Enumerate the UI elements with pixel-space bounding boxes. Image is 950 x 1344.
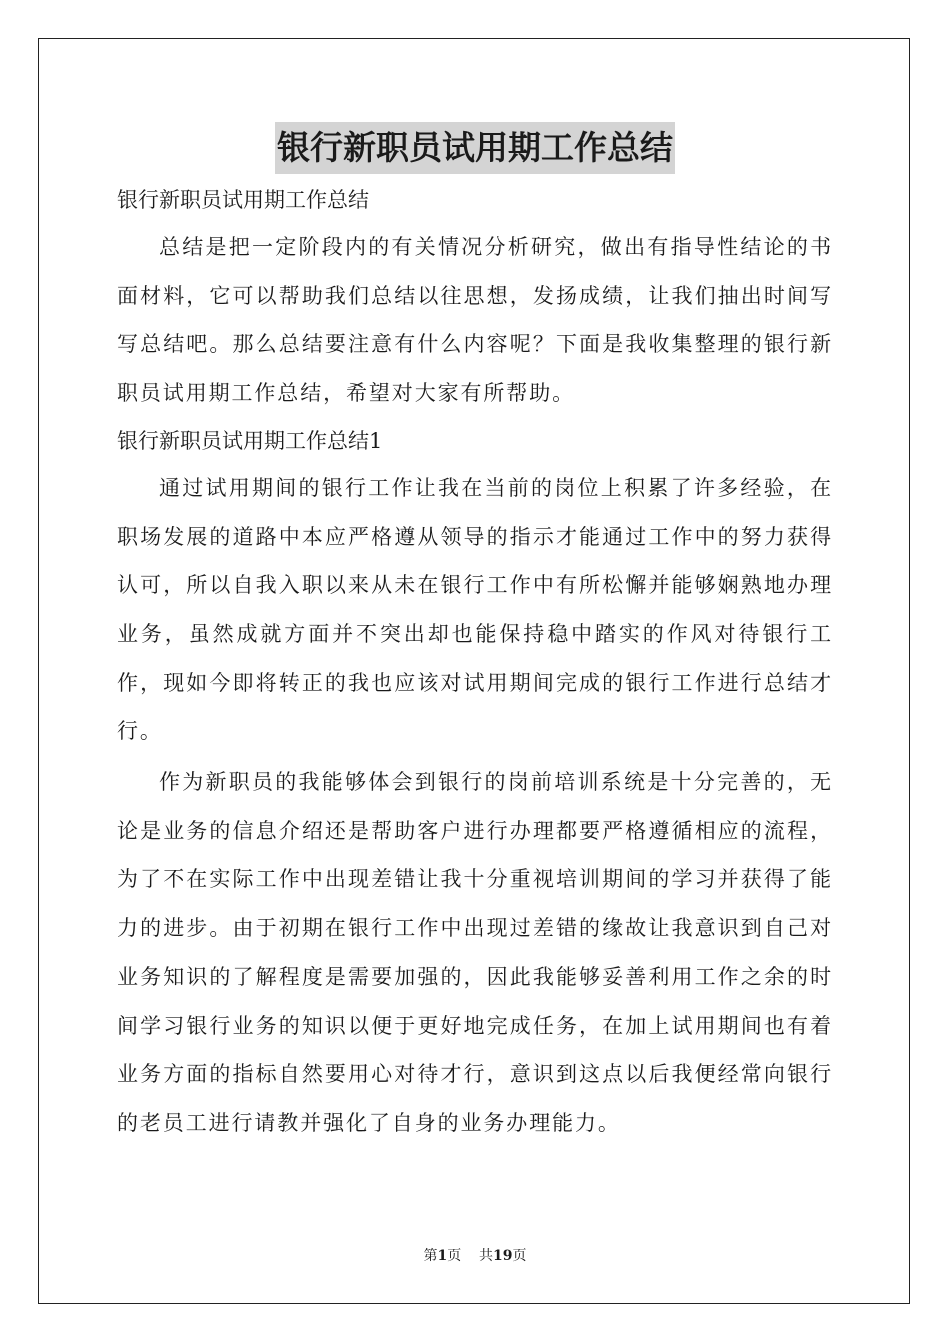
total-suffix: 页	[512, 1248, 527, 1264]
page-prefix: 第	[423, 1248, 438, 1264]
document-title: 银行新职员试用期工作总结	[275, 122, 675, 174]
document-subtitle: 银行新职员试用期工作总结	[117, 188, 369, 212]
total-pages: 19	[493, 1248, 513, 1264]
title-container	[0, 122, 950, 174]
intro-paragraph: 总结是把一定阶段内的有关情况分析研究，做出有指导性结论的书面材料，它可以帮助我们总结以往思想，发扬成绩，让我们抽出时间写写总结吧。那么总结要注意有什么内容呢？下面是我收集整理的银行新职员试用期工作总结，希望对大家有所帮助。	[117, 235, 833, 406]
page-footer	[0, 1245, 950, 1265]
body-paragraph-2: 作为新职员的我能够体会到银行的岗前培训系统是十分完善的，无论是业务的信息介绍还是帮助客户进行办理都要严格遵循相应的流程，为了不在实际工作中出现差错让我十分重视培训期间的学习并获得了能力的进步。由于初期在银行工作中出现过差错的缘故让我意识到自己对业务知识的了解程度是需要加强的，因此我能够妥善利用工作之余的时间学习银行业务的知识以便于更好地完成任务，在加上试用期间也有着业务方面的指标自然要用心对待才行，意识到这点以后我便经常向银行的老员工进行请教并强化了自身的业务办理能力。	[117, 770, 833, 1135]
section-heading: 银行新职员试用期工作总结1	[117, 428, 383, 453]
total-prefix: 共	[479, 1248, 494, 1264]
document-body	[117, 177, 833, 1148]
page-suffix: 页	[447, 1248, 462, 1264]
page-number: 1	[437, 1248, 448, 1264]
body-paragraph-1: 通过试用期间的银行工作让我在当前的岗位上积累了许多经验，在职场发展的道路中本应严格遵从领导的指示才能通过工作中的努力获得认可，所以自我入职以来从未在银行工作中有所松懈并能够娴熟地办理业务，虽然成就方面并不突出却也能保持稳中踏实的作风对待银行工作，现如今即将转正的我也应该对试用期间完成的银行工作进行总结才行。	[117, 475, 833, 744]
